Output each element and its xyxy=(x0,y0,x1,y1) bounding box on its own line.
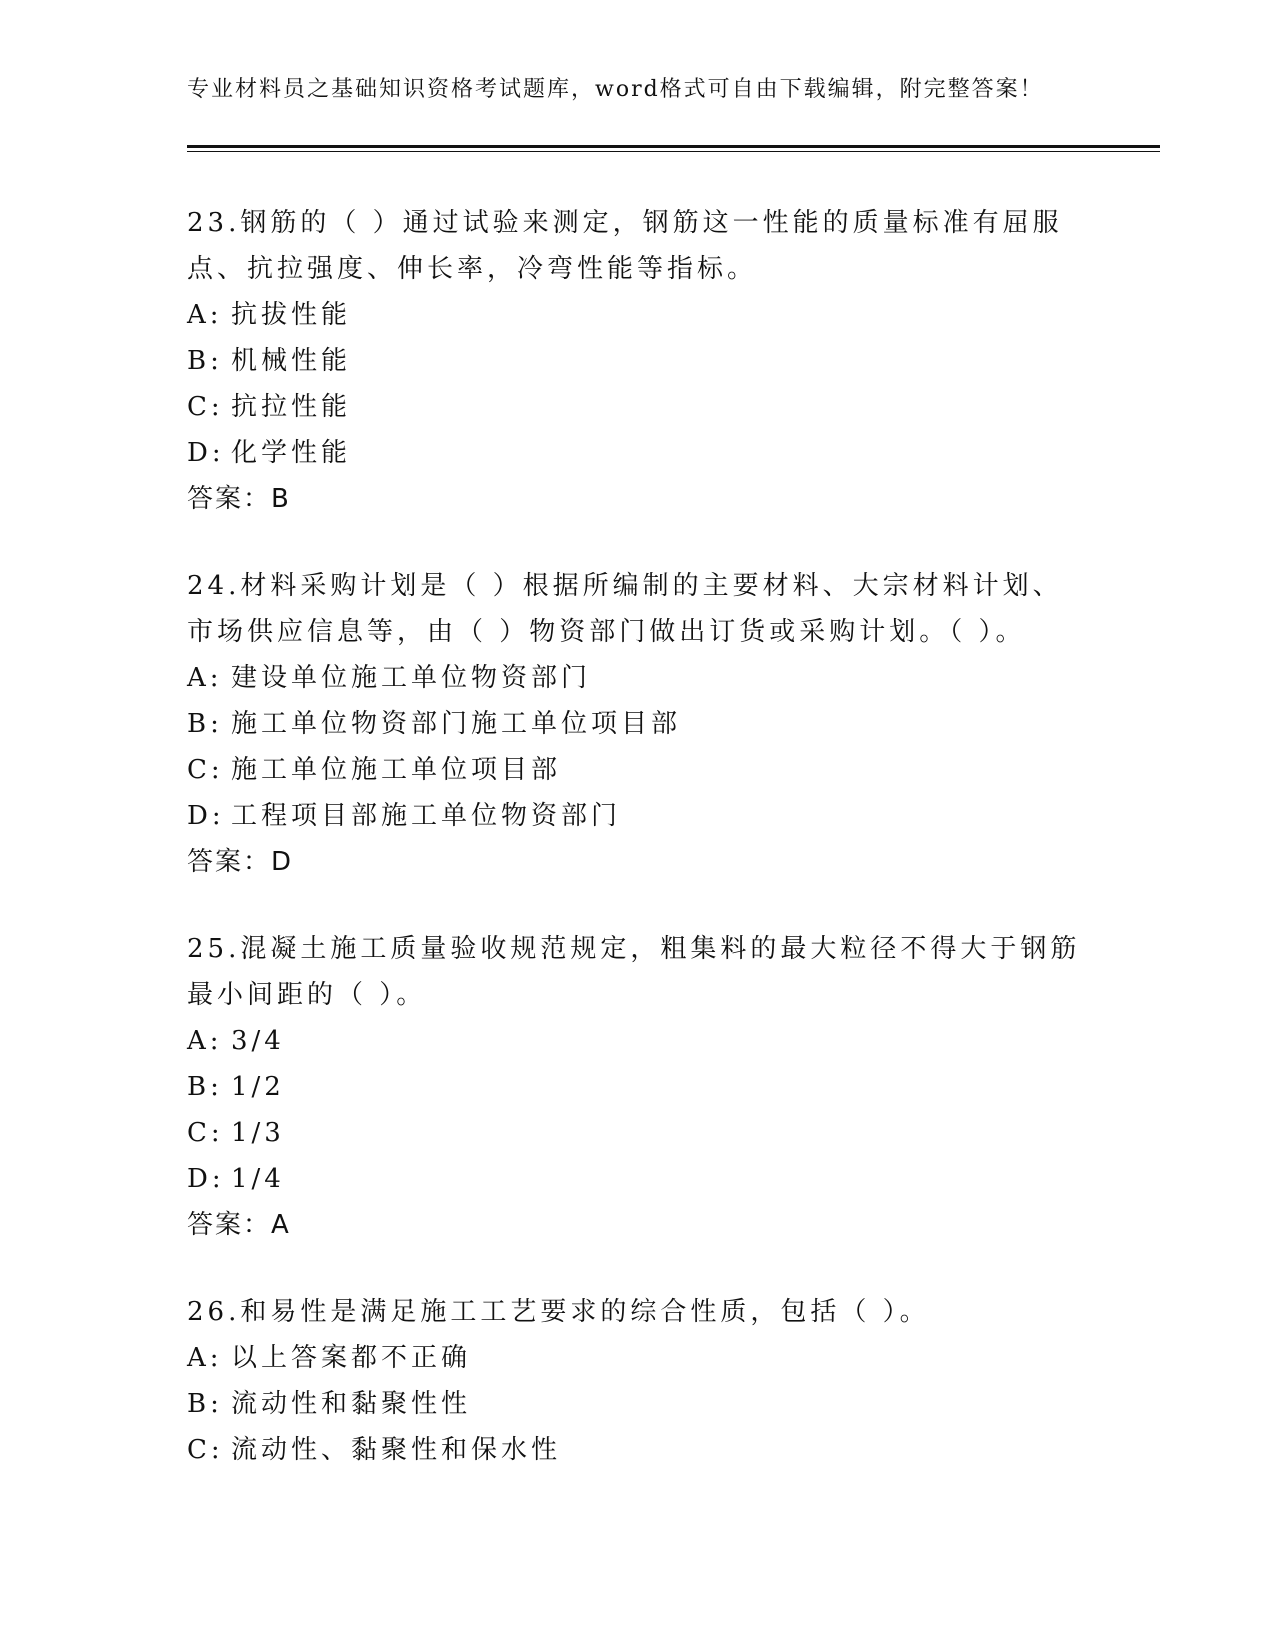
option-c xyxy=(187,1427,1087,1473)
option-b xyxy=(187,1064,1087,1110)
option-letter: B: xyxy=(187,346,223,376)
option-letter: C: xyxy=(187,1435,224,1465)
question-25 xyxy=(187,926,1087,1248)
header-rule-thick xyxy=(187,145,1160,148)
option-text: 抗拔性能 xyxy=(231,300,352,330)
option-text: 建设单位施工单位物资部门 xyxy=(231,663,592,693)
answer-text: 答案：D xyxy=(187,847,294,877)
option-b xyxy=(187,1381,1087,1427)
question-text: 24.材料采购计划是（ ）根据所编制的主要材料、大宗材料计划、市场供应信息等，由（ ）物资部门做出订货或采购计划。（ ）。 xyxy=(187,571,1063,647)
answer-text: 答案：B xyxy=(187,484,291,514)
header-rule-thin xyxy=(187,151,1160,152)
option-letter: A: xyxy=(187,1026,223,1056)
option-letter: C: xyxy=(187,755,224,785)
option-letter: D: xyxy=(187,438,225,468)
option-c xyxy=(187,384,1087,430)
option-letter: C: xyxy=(187,1118,224,1148)
option-text: 施工单位施工单位项目部 xyxy=(231,755,562,785)
option-letter: B: xyxy=(187,709,223,739)
option-text: 流动性和黏聚性性 xyxy=(231,1389,472,1419)
option-c xyxy=(187,747,1087,793)
option-text: 1/3 xyxy=(231,1118,285,1148)
option-d xyxy=(187,793,1087,839)
question-23 xyxy=(187,200,1087,522)
option-text: 以上答案都不正确 xyxy=(231,1343,472,1373)
option-a xyxy=(187,292,1087,338)
option-text: 工程项目部施工单位物资部门 xyxy=(231,801,622,831)
header-text: 专业材料员之基础知识资格考试题库，word格式可自由下载编辑，附完整答案！ xyxy=(187,77,1044,102)
option-b xyxy=(187,701,1087,747)
option-letter: D: xyxy=(187,1164,225,1194)
option-letter: D: xyxy=(187,801,225,831)
question-text: 23.钢筋的（ ）通过试验来测定，钢筋这一性能的质量标准有屈服点、抗拉强度、伸长率，冷弯性能等指标。 xyxy=(187,208,1063,284)
option-a xyxy=(187,1335,1087,1381)
answer-text: 答案：A xyxy=(187,1210,291,1240)
option-text: 机械性能 xyxy=(231,346,352,376)
question-24 xyxy=(187,563,1087,885)
option-text: 化学性能 xyxy=(231,438,352,468)
option-text: 1/2 xyxy=(231,1072,285,1102)
option-letter: C: xyxy=(187,392,224,422)
option-d xyxy=(187,430,1087,476)
option-letter: B: xyxy=(187,1072,223,1102)
option-text: 流动性、黏聚性和保水性 xyxy=(231,1435,562,1465)
option-text: 3/4 xyxy=(231,1026,285,1056)
option-letter: B: xyxy=(187,1389,223,1419)
option-a xyxy=(187,655,1087,701)
option-d xyxy=(187,1156,1087,1202)
option-c xyxy=(187,1110,1087,1156)
question-text: 26.和易性是满足施工工艺要求的综合性质，包括（ ）。 xyxy=(187,1297,930,1327)
option-text: 施工单位物资部门施工单位项目部 xyxy=(231,709,682,739)
option-letter: A: xyxy=(187,1343,223,1373)
question-list xyxy=(187,200,1087,1514)
option-letter: A: xyxy=(187,300,223,330)
question-26 xyxy=(187,1289,1087,1473)
question-text: 25.混凝土施工质量验收规范规定，粗集料的最大粒径不得大于钢筋最小间距的（ ）。 xyxy=(187,934,1081,1010)
option-text: 1/4 xyxy=(231,1164,285,1194)
option-letter: A: xyxy=(187,663,223,693)
option-b xyxy=(187,338,1087,384)
option-text: 抗拉性能 xyxy=(231,392,352,422)
option-a xyxy=(187,1018,1087,1064)
